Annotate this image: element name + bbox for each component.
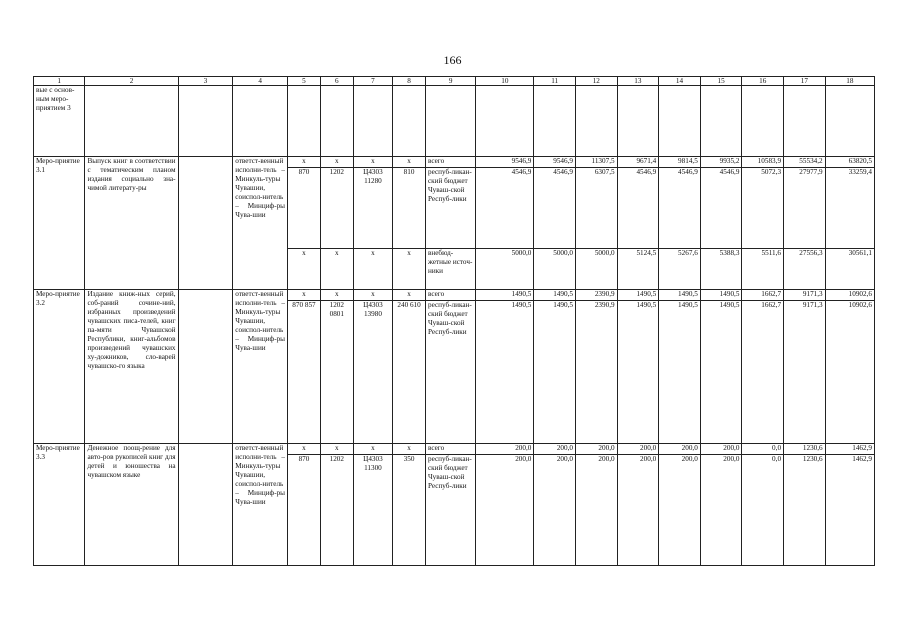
column-header-8: 8 — [393, 77, 426, 86]
column-header-4: 4 — [233, 77, 288, 86]
budget-code-cell: x — [288, 290, 321, 301]
amount-cell: 4546,9 — [617, 168, 659, 249]
column-header-16: 16 — [742, 77, 784, 86]
section-code-cell: x — [320, 249, 353, 290]
amount-cell: 1490,5 — [659, 301, 701, 444]
amount-cell: 1662,7 — [742, 301, 784, 444]
amount-cell: 200,0 — [617, 455, 659, 566]
amount-cell: 200,0 — [534, 455, 576, 566]
amount-cell: 1490,5 — [659, 290, 701, 301]
amount-cell: 27556,3 — [784, 249, 826, 290]
section-code-cell: x — [320, 290, 353, 301]
target-code-cell: Ц4303 11300 — [353, 455, 392, 566]
amount-cell: 1490,5 — [534, 290, 576, 301]
budget-code-cell: x — [288, 157, 321, 168]
amount-cell: 9546,9 — [534, 157, 576, 168]
amount-cell: 4546,9 — [700, 168, 742, 249]
funding-source-cell: всего — [425, 157, 475, 168]
amount-cell: 1490,5 — [476, 301, 534, 444]
column-header-2: 2 — [85, 77, 178, 86]
amount-cell: 0,0 — [742, 455, 784, 566]
page-number: 166 — [443, 53, 462, 67]
target-code-cell: Ц4303 13980 — [353, 301, 392, 444]
column-header-17: 17 — [784, 77, 826, 86]
table-body — [34, 77, 875, 566]
event-name-cell: Меро-приятие 3.3 — [34, 444, 85, 566]
target-code-cell: x — [353, 444, 392, 455]
target-code-cell: x — [353, 157, 392, 168]
amount-cell: 200,0 — [575, 455, 617, 566]
funding-source-cell: всего — [425, 290, 475, 301]
budget-code-cell: x — [288, 444, 321, 455]
column-header-15: 15 — [700, 77, 742, 86]
target-code-cell: x — [353, 249, 392, 290]
amount-cell: 1230,6 — [784, 455, 826, 566]
column-header-18: 18 — [825, 77, 874, 86]
section-code-cell: x — [320, 444, 353, 455]
amount-cell: 5000,0 — [534, 249, 576, 290]
expense-type-cell: x — [393, 157, 426, 168]
amount-cell: 11307,5 — [575, 157, 617, 168]
amount-cell: 9171,3 — [784, 301, 826, 444]
amount-cell: 1490,5 — [534, 301, 576, 444]
amount-cell: 9814,5 — [659, 157, 701, 168]
amount-cell: 9546,9 — [476, 157, 534, 168]
expense-type-cell: 810 — [393, 168, 426, 249]
expense-type-cell: x — [393, 290, 426, 301]
continuation-row — [34, 86, 875, 157]
amount-cell: 0,0 — [742, 444, 784, 455]
executor-cell: ответст-венный исполни-тель – Минкуль-туры Чувашии, соиспол-нитель – Минциф-ры Чува-шии — [233, 290, 288, 444]
budget-code-cell: 870 — [288, 168, 321, 249]
table-row — [34, 290, 875, 301]
executor-cell: ответст-венный исполни-тель – Минкуль-туры Чувашии, соиспол-нитель – Минциф-ры Чува-шии — [233, 157, 288, 290]
target-code-cell: Ц4303 11280 — [353, 168, 392, 249]
column-header-7: 7 — [353, 77, 392, 86]
expense-type-cell: 350 — [393, 455, 426, 566]
amount-cell: 5388,3 — [700, 249, 742, 290]
amount-cell: 5000,0 — [476, 249, 534, 290]
amount-cell: 200,0 — [659, 455, 701, 566]
section-code-cell: 1202 — [320, 168, 353, 249]
amount-cell: 200,0 — [476, 444, 534, 455]
expense-type-cell: x — [393, 249, 426, 290]
continuation-cell: вые с основ-ным меро-приятием 3 — [34, 86, 85, 157]
amount-cell: 10902,6 — [825, 290, 874, 301]
amount-cell: 1490,5 — [700, 290, 742, 301]
amount-cell: 5511,6 — [742, 249, 784, 290]
column-header-13: 13 — [617, 77, 659, 86]
event-name-cell: Меро-приятие 3.1 — [34, 157, 85, 290]
budget-code-cell: 870 857 — [288, 301, 321, 444]
empty-cell — [178, 444, 233, 566]
funding-source-cell: респуб-ликан-ский бюджет Чуваш-ской Респуб-лики — [425, 168, 475, 249]
amount-cell: 9671,4 — [617, 157, 659, 168]
amount-cell: 4546,9 — [659, 168, 701, 249]
amount-cell: 10583,9 — [742, 157, 784, 168]
budget-code-cell: 870 — [288, 455, 321, 566]
funding-source-cell: внебюд-жетные источ-ники — [425, 249, 475, 290]
budget-table — [33, 76, 875, 566]
amount-cell: 1490,5 — [617, 301, 659, 444]
amount-cell: 2390,9 — [575, 290, 617, 301]
column-header-5: 5 — [288, 77, 321, 86]
amount-cell: 1490,5 — [476, 290, 534, 301]
funding-source-cell: всего — [425, 444, 475, 455]
amount-cell: 200,0 — [700, 455, 742, 566]
funding-source-cell: респуб-ликан-ский бюджет Чуваш-ской Респуб-лики — [425, 301, 475, 444]
funding-source-cell: респуб-ликан-ский бюджет Чуваш-ской Респуб-лики — [425, 455, 475, 566]
column-header-1: 1 — [34, 77, 85, 86]
event-name-cell: Меро-приятие 3.2 — [34, 290, 85, 444]
amount-cell: 200,0 — [659, 444, 701, 455]
section-code-cell: x — [320, 157, 353, 168]
column-header-12: 12 — [575, 77, 617, 86]
event-description-cell: Издание книж-ных серий, соб-раний сочине-ний, избранных произведений чувашских писа-телей, книг па-мяти Чувашской Республики, книг-альбомов произведений чувашских ху-дожников, сло-варей чувашско-го языка — [85, 290, 178, 444]
table-row — [34, 444, 875, 455]
amount-cell: 200,0 — [534, 444, 576, 455]
amount-cell: 1462,9 — [825, 444, 874, 455]
amount-cell: 200,0 — [575, 444, 617, 455]
amount-cell: 33259,4 — [825, 168, 874, 249]
amount-cell: 1490,5 — [700, 301, 742, 444]
column-number-row — [34, 77, 875, 86]
section-code-cell: 1202 — [320, 455, 353, 566]
empty-cell — [178, 157, 233, 290]
amount-cell: 27977,9 — [784, 168, 826, 249]
amount-cell: 5000,0 — [575, 249, 617, 290]
amount-cell: 1230,6 — [784, 444, 826, 455]
amount-cell: 63820,5 — [825, 157, 874, 168]
column-header-11: 11 — [534, 77, 576, 86]
section-code-cell: 1202 0801 — [320, 301, 353, 444]
amount-cell: 4546,9 — [534, 168, 576, 249]
budget-code-cell: x — [288, 249, 321, 290]
amount-cell: 2390,9 — [575, 301, 617, 444]
amount-cell: 9171,3 — [784, 290, 826, 301]
amount-cell: 10902,6 — [825, 301, 874, 444]
target-code-cell: x — [353, 290, 392, 301]
column-header-10: 10 — [476, 77, 534, 86]
column-header-14: 14 — [659, 77, 701, 86]
amount-cell: 9935,2 — [700, 157, 742, 168]
amount-cell: 200,0 — [617, 444, 659, 455]
amount-cell: 5267,6 — [659, 249, 701, 290]
expense-type-cell: x — [393, 444, 426, 455]
event-description-cell: Выпуск книг в соответствии с тематическим планом издания социально зна-чимой литерату-ры — [85, 157, 178, 290]
executor-cell: ответст-венный исполни-тель – Минкуль-туры Чувашии, соиспол-нитель – Минциф-ры Чува-шии — [233, 444, 288, 566]
amount-cell: 200,0 — [700, 444, 742, 455]
amount-cell: 55534,2 — [784, 157, 826, 168]
amount-cell: 4546,9 — [476, 168, 534, 249]
amount-cell: 6307,5 — [575, 168, 617, 249]
column-header-3: 3 — [178, 77, 233, 86]
column-header-6: 6 — [320, 77, 353, 86]
amount-cell: 5072,3 — [742, 168, 784, 249]
expense-type-cell: 240 610 — [393, 301, 426, 444]
empty-cell — [178, 290, 233, 444]
amount-cell: 1490,5 — [617, 290, 659, 301]
amount-cell: 1662,7 — [742, 290, 784, 301]
table-row — [34, 157, 875, 168]
amount-cell: 30561,1 — [825, 249, 874, 290]
event-description-cell: Денежное поощ-рение для авто-ров рукописей книг для детей и юношества на чувашском языке — [85, 444, 178, 566]
column-header-9: 9 — [425, 77, 475, 86]
amount-cell: 1462,9 — [825, 455, 874, 566]
amount-cell: 200,0 — [476, 455, 534, 566]
amount-cell: 5124,5 — [617, 249, 659, 290]
